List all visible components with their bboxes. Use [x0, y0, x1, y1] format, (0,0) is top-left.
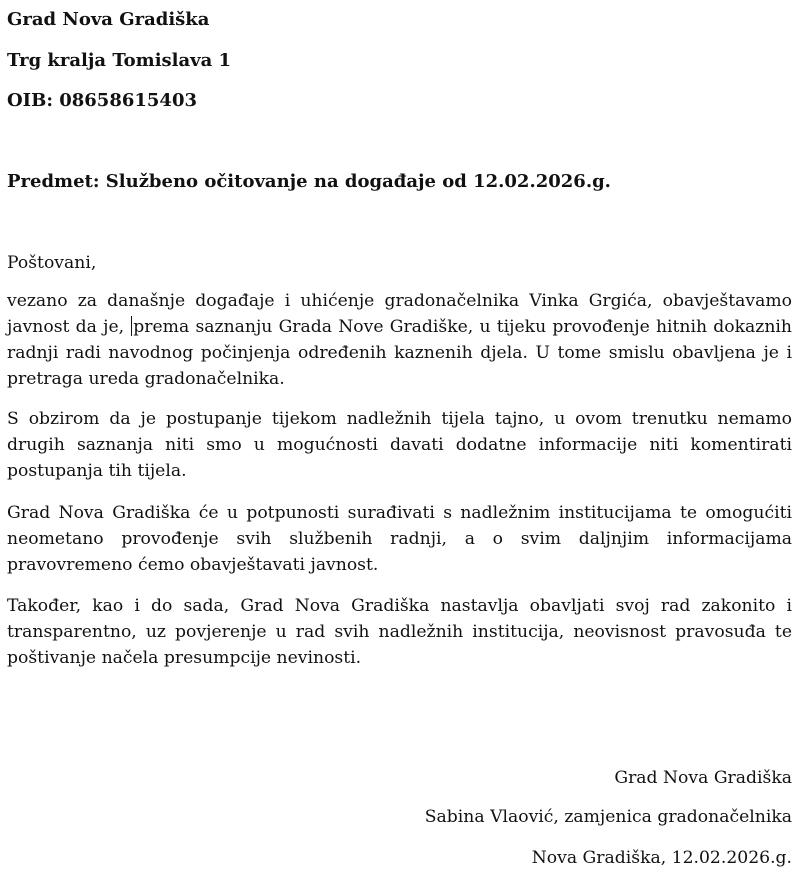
subject-line: Predmet: Službeno očitovanje na događaje od 12.02.2026.g. [7, 171, 611, 192]
body-paragraph-1[interactable] [7, 288, 792, 392]
sender-org-name: Grad Nova Gradiška [7, 9, 210, 30]
body-paragraph-3[interactable]: Grad Nova Gradiška će u potpunosti surađivati s nadležnim institucijama te omogućiti neometano provođenje svih službenih radnji, a o svim daljnjim informacijama pravovremeno ćemo obavještavati javnost. [7, 503, 792, 575]
sender-oib: OIB: 08658615403 [7, 90, 197, 111]
signature-place-date: Nova Gradiška, 12.02.2026.g. [531, 848, 792, 868]
signature-org: Grad Nova Gradiška [614, 768, 792, 788]
body-paragraph-2[interactable]: S obzirom da je postupanje tijekom nadležnih tijela tajno, u ovom trenutku nemamo drugih saznanja niti smo u mogućnosti davati dodatne informacije niti komentirati postupanja tih tijela. [7, 409, 792, 481]
signature-signer: Sabina Vlaović, zamjenica gradonačelnika [424, 807, 792, 827]
sender-address: Trg kralja Tomislava 1 [7, 50, 232, 71]
body-paragraph-4[interactable]: Također, kao i do sada, Grad Nova Gradiška nastavlja obavljati svoj rad zakonito i transparentno, uz povjerenje u rad svih nadležnih institucija, neovisnost pravosuđa te poštivanje načela presumpcije nevinosti. [7, 596, 792, 668]
greeting: Poštovani, [7, 253, 97, 273]
body-paragraph-1-rest: prema saznanju Grada Nove Gradiške, u tijeku provođenje hitnih dokaznih radnji radi navodnog počinjenja određenih kaznenih djela. U tome smislu obavljena je i pretraga ureda gradonačelnika. [7, 317, 792, 389]
body-paragraph-1-start: vezano za današnje događaje i uhićenje gradonačelnika Vinka Grgića, obavještavamo javnost da je, [7, 291, 792, 337]
